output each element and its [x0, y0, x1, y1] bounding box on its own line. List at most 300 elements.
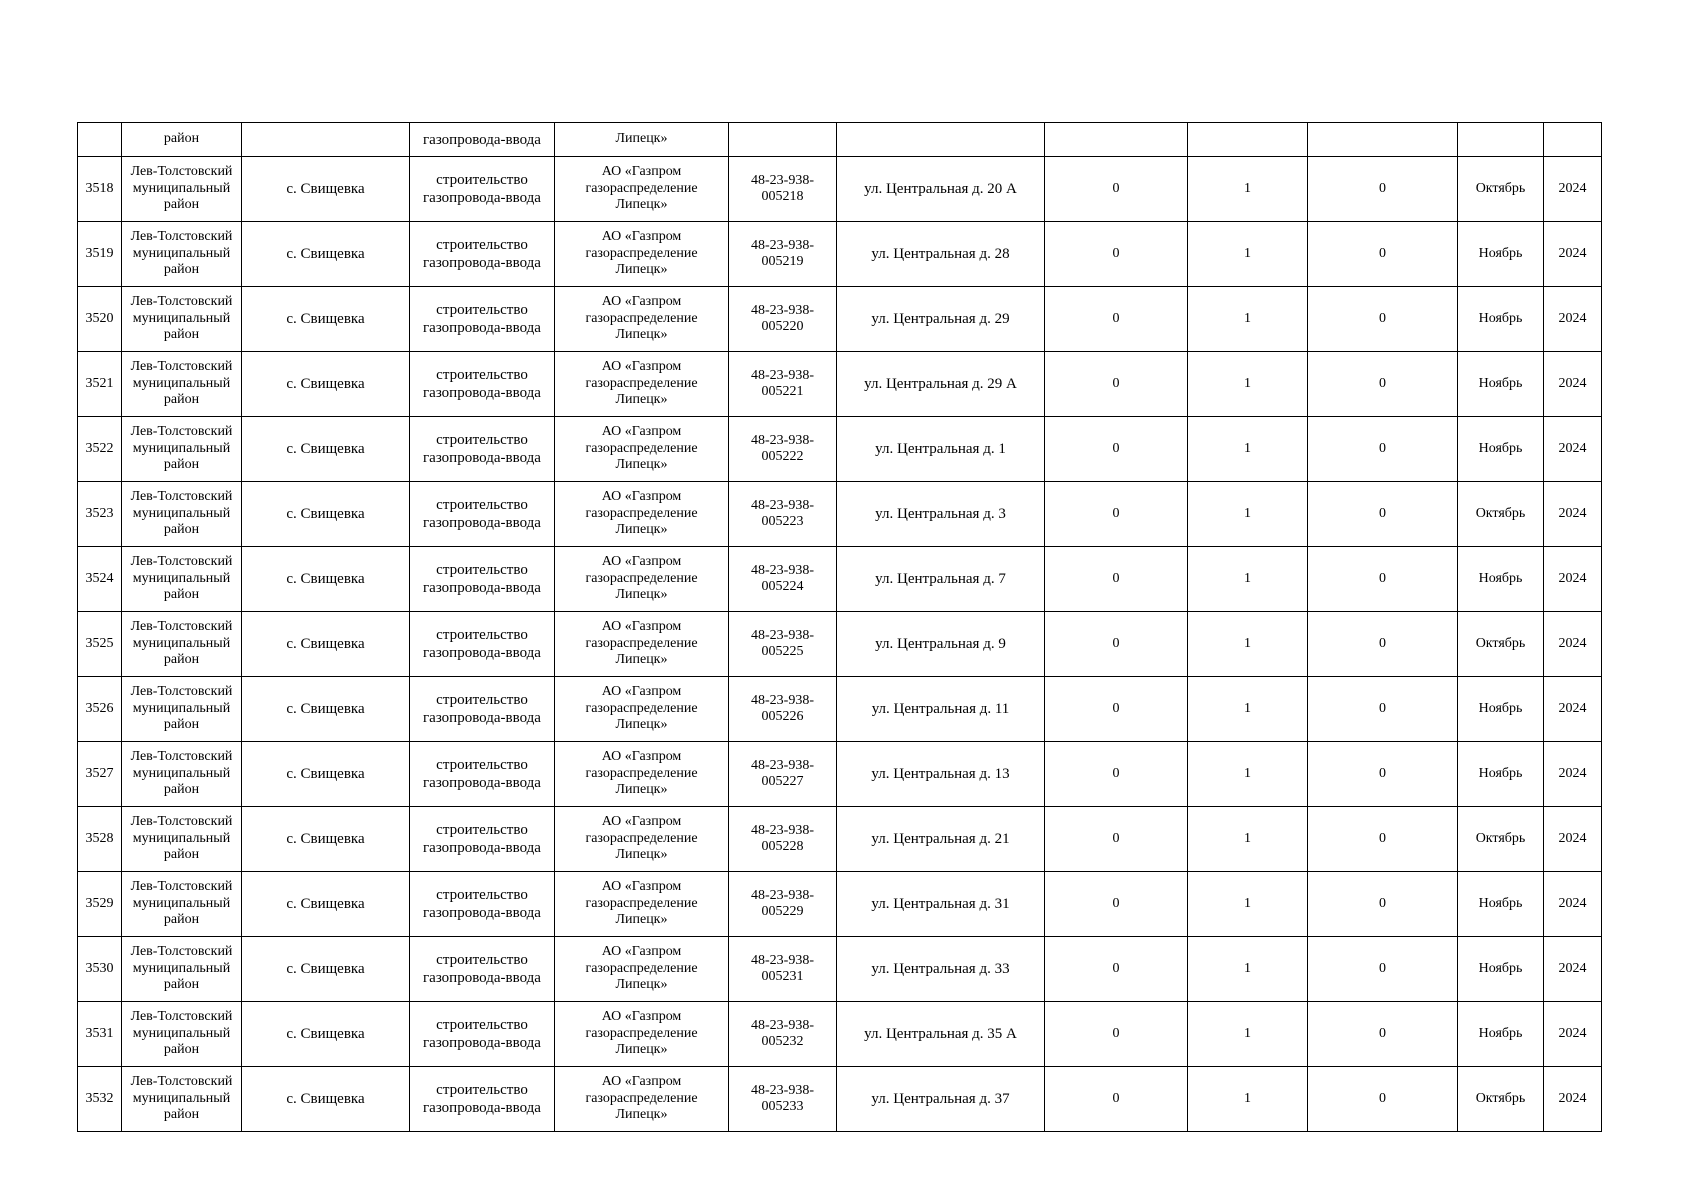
cell-value-3: 0 [1308, 482, 1458, 547]
cell-work-type-line: строительство [436, 172, 528, 188]
cell-year: 2024 [1544, 612, 1602, 677]
cell-number: 3525 [78, 612, 122, 677]
cell-value-2: 1 [1188, 157, 1308, 222]
cell-code-line: 48-23-938- [751, 237, 814, 253]
cell-value-1: 0 [1045, 1067, 1188, 1132]
cell-value-3: 0 [1308, 222, 1458, 287]
cell-organization-line: Липецк» [615, 1107, 668, 1123]
table-row [78, 352, 1602, 417]
cell-work-type [410, 677, 555, 742]
cell-work-type-line: газопровода-ввода [423, 450, 541, 466]
cell-value-3: 0 [1308, 287, 1458, 352]
cell-code [729, 872, 837, 937]
cell-address: ул. Центральная д. 20 А [837, 157, 1045, 222]
cell-organization-line: АО «Газпром [601, 229, 682, 245]
cell-district-line: Лев-Толстовский [130, 814, 233, 830]
cell-organization-line: Липецк» [615, 912, 668, 928]
cell-number: 3530 [78, 937, 122, 1002]
cell-value-3: 0 [1308, 417, 1458, 482]
cell-month: Ноябрь [1458, 872, 1544, 937]
cell-organization-line: АО «Газпром [601, 619, 682, 635]
cell-work-type [410, 612, 555, 677]
cell-code-line: 005220 [761, 319, 804, 334]
cell-organization-line: газораспределение [585, 1090, 698, 1106]
cell-organization [555, 547, 729, 612]
table-row [78, 547, 1602, 612]
cell-address: ул. Центральная д. 29 [837, 287, 1045, 352]
cell-district-line: район [163, 262, 200, 278]
cell-address: ул. Центральная д. 21 [837, 807, 1045, 872]
cell-code-line: 005227 [761, 774, 804, 789]
cell-organization [555, 222, 729, 287]
cell-work-type-line: газопровода-ввода [423, 385, 541, 401]
cell-settlement: с. Свищевка [242, 677, 410, 742]
cell-code-line: 48-23-938- [751, 952, 814, 968]
cell-address: ул. Центральная д. 35 А [837, 1002, 1045, 1067]
cell-month: Ноябрь [1458, 937, 1544, 1002]
cell-work-type-line: газопровода-ввода [423, 1100, 541, 1116]
cell-organization-line: АО «Газпром [601, 1009, 682, 1025]
cell-code-line: 005231 [761, 969, 804, 984]
cell-organization-line: газораспределение [585, 570, 698, 586]
cell-work-type [410, 287, 555, 352]
cell-month: Ноябрь [1458, 547, 1544, 612]
cell-value-3 [1308, 123, 1458, 157]
cell-district-line: район [163, 392, 200, 408]
cell-organization-line: АО «Газпром [601, 294, 682, 310]
cell-address: ул. Центральная д. 37 [837, 1067, 1045, 1132]
cell-number: 3523 [78, 482, 122, 547]
cell-work-type-line: строительство [436, 237, 528, 253]
cell-code-line: 48-23-938- [751, 367, 814, 383]
cell-work-type [410, 417, 555, 482]
cell-month: Октябрь [1458, 482, 1544, 547]
cell-organization-line: Липецк» [615, 327, 668, 343]
cell-value-2: 1 [1188, 937, 1308, 1002]
cell-month: Ноябрь [1458, 352, 1544, 417]
cell-organization-line: газораспределение [585, 700, 698, 716]
cell-code-line: 48-23-938- [751, 757, 814, 773]
cell-organization-line: АО «Газпром [601, 164, 682, 180]
cell-work-type-line: строительство [436, 1017, 528, 1033]
cell-organization-line: газораспределение [585, 180, 698, 196]
cell-settlement: с. Свищевка [242, 222, 410, 287]
cell-district-line: муниципальный [132, 245, 231, 261]
cell-organization-line: АО «Газпром [601, 1074, 682, 1090]
cell-district-line: муниципальный [132, 180, 231, 196]
cell-work-type-line: строительство [436, 757, 528, 773]
cell-month: Октябрь [1458, 612, 1544, 677]
cell-district-line: Лев-Толстовский [130, 294, 233, 310]
cell-work-type-line: строительство [436, 692, 528, 708]
cell-work-type-line: строительство [436, 562, 528, 578]
cell-year: 2024 [1544, 417, 1602, 482]
cell-code-line: 48-23-938- [751, 302, 814, 318]
cell-settlement: с. Свищевка [242, 937, 410, 1002]
cell-code-line: 48-23-938- [751, 497, 814, 513]
cell-year: 2024 [1544, 287, 1602, 352]
cell-organization-line: АО «Газпром [601, 359, 682, 375]
cell-code [729, 352, 837, 417]
cell-work-type [410, 547, 555, 612]
cell-year: 2024 [1544, 807, 1602, 872]
table-row [78, 482, 1602, 547]
cell-work-type-line: газопровода-ввода [423, 905, 541, 921]
cell-month: Ноябрь [1458, 1002, 1544, 1067]
cell-district-line: Лев-Толстовский [130, 944, 233, 960]
cell-organization-line: Липецк» [615, 977, 668, 993]
cell-value-3: 0 [1308, 742, 1458, 807]
cell-year: 2024 [1544, 482, 1602, 547]
cell-year: 2024 [1544, 1002, 1602, 1067]
cell-value-2: 1 [1188, 547, 1308, 612]
cell-organization [555, 417, 729, 482]
cell-organization-line: Липецк» [615, 262, 668, 278]
cell-district-line: район [163, 847, 200, 863]
cell-code-line: 005219 [761, 254, 804, 269]
cell-value-3: 0 [1308, 677, 1458, 742]
table-row [78, 222, 1602, 287]
table-body [78, 123, 1602, 1132]
cell-district-line: муниципальный [132, 765, 231, 781]
cell-month: Ноябрь [1458, 417, 1544, 482]
cell-address [837, 123, 1045, 157]
cell-settlement: с. Свищевка [242, 1067, 410, 1132]
cell-code [729, 677, 837, 742]
cell-organization-line: АО «Газпром [601, 554, 682, 570]
cell-code [729, 1067, 837, 1132]
cell-year [1544, 123, 1602, 157]
cell-settlement: с. Свищевка [242, 482, 410, 547]
cell-value-1: 0 [1045, 872, 1188, 937]
cell-code [729, 807, 837, 872]
table-row [78, 807, 1602, 872]
cell-value-3: 0 [1308, 1002, 1458, 1067]
cell-work-type-line: строительство [436, 822, 528, 838]
cell-settlement: с. Свищевка [242, 807, 410, 872]
cell-district-line: район [163, 717, 200, 733]
cell-code-line: 48-23-938- [751, 692, 814, 708]
cell-settlement: с. Свищевка [242, 1002, 410, 1067]
cell-work-type-line: газопровода-ввода [423, 1035, 541, 1051]
cell-organization [555, 677, 729, 742]
cell-district [122, 287, 242, 352]
cell-district-line: муниципальный [132, 960, 231, 976]
cell-code-line: 48-23-938- [751, 822, 814, 838]
cell-district-line: муниципальный [132, 830, 231, 846]
cell-district-line: Лев-Толстовский [130, 619, 233, 635]
cell-work-type-line: строительство [436, 367, 528, 383]
cell-work-type [410, 742, 555, 807]
cell-settlement: с. Свищевка [242, 287, 410, 352]
table-row [78, 287, 1602, 352]
cell-district-line: район [163, 522, 200, 538]
cell-work-type-line: газопровода-ввода [423, 840, 541, 856]
cell-organization [555, 807, 729, 872]
cell-code [729, 1002, 837, 1067]
cell-district-line: муниципальный [132, 635, 231, 651]
table-row [78, 872, 1602, 937]
table-row-continuation [78, 123, 1602, 157]
cell-work-type-line: строительство [436, 432, 528, 448]
cell-organization [555, 872, 729, 937]
cell-district-line: район [163, 457, 200, 473]
cell-value-1: 0 [1045, 157, 1188, 222]
cell-organization-line: газораспределение [585, 765, 698, 781]
cell-district [122, 417, 242, 482]
cell-organization-line: АО «Газпром [601, 944, 682, 960]
cell-value-3: 0 [1308, 157, 1458, 222]
cell-organization [555, 482, 729, 547]
cell-settlement [242, 123, 410, 157]
cell-code [729, 937, 837, 1002]
cell-work-type-line: строительство [436, 952, 528, 968]
cell-work-type [410, 807, 555, 872]
cell-district-line: район [163, 652, 200, 668]
cell-value-2: 1 [1188, 872, 1308, 937]
cell-work-type-line: строительство [436, 887, 528, 903]
cell-district-line: Лев-Толстовский [130, 554, 233, 570]
cell-district-line: Лев-Толстовский [130, 359, 233, 375]
cell-district [122, 742, 242, 807]
cell-address: ул. Центральная д. 13 [837, 742, 1045, 807]
cell-address: ул. Центральная д. 9 [837, 612, 1045, 677]
cell-code [729, 287, 837, 352]
cell-work-type [410, 872, 555, 937]
cell-address: ул. Центральная д. 7 [837, 547, 1045, 612]
cell-value-3: 0 [1308, 807, 1458, 872]
cell-organization [555, 742, 729, 807]
cell-district-line: муниципальный [132, 505, 231, 521]
cell-work-type-line: газопровода-ввода [423, 320, 541, 336]
cell-organization-line: АО «Газпром [601, 879, 682, 895]
gasification-schedule-table [77, 122, 1602, 1132]
cell-work-type [410, 352, 555, 417]
cell-work-type [410, 1067, 555, 1132]
cell-work-type-line: строительство [436, 302, 528, 318]
cell-value-1: 0 [1045, 547, 1188, 612]
cell-district-line: Лев-Толстовский [130, 229, 233, 245]
cell-value-2 [1188, 123, 1308, 157]
cell-code-line: 005228 [761, 839, 804, 854]
cell-organization-line: АО «Газпром [601, 424, 682, 440]
cell-organization [555, 287, 729, 352]
cell-month: Октябрь [1458, 157, 1544, 222]
cell-district-line: Лев-Толстовский [130, 1009, 233, 1025]
cell-organization-line: Липецк» [615, 717, 668, 733]
cell-value-2: 1 [1188, 807, 1308, 872]
cell-district-line: муниципальный [132, 440, 231, 456]
cell-district [122, 352, 242, 417]
cell-month: Ноябрь [1458, 677, 1544, 742]
cell-code-line: 005229 [761, 904, 804, 919]
cell-month: Ноябрь [1458, 222, 1544, 287]
cell-code [729, 417, 837, 482]
cell-code-line: 005225 [761, 644, 804, 659]
cell-district-line: район [163, 1107, 200, 1123]
cell-value-2: 1 [1188, 742, 1308, 807]
cell-district-line: район [163, 587, 200, 603]
cell-month: Ноябрь [1458, 287, 1544, 352]
cell-work-type-line: строительство [436, 627, 528, 643]
cell-organization [555, 937, 729, 1002]
cell-code-line: 005223 [761, 514, 804, 529]
cell-code [729, 742, 837, 807]
table-row [78, 937, 1602, 1002]
cell-code [729, 123, 837, 157]
cell-value-1 [1045, 123, 1188, 157]
cell-organization-line: газораспределение [585, 960, 698, 976]
cell-settlement: с. Свищевка [242, 417, 410, 482]
cell-district [122, 612, 242, 677]
cell-value-3: 0 [1308, 612, 1458, 677]
cell-value-1: 0 [1045, 937, 1188, 1002]
cell-district-line: муниципальный [132, 700, 231, 716]
cell-organization-line: газораспределение [585, 895, 698, 911]
cell-district [122, 1002, 242, 1067]
cell-district-line: район [163, 197, 200, 213]
cell-organization-line: Липецк» [615, 652, 668, 668]
cell-organization-line: газораспределение [585, 635, 698, 651]
cell-organization-line: АО «Газпром [601, 814, 682, 830]
table-row [78, 612, 1602, 677]
cell-work-type [410, 157, 555, 222]
cell-settlement: с. Свищевка [242, 547, 410, 612]
cell-organization-line: Липецк» [615, 1042, 668, 1058]
cell-district-line: район [163, 782, 200, 798]
table-row [78, 1002, 1602, 1067]
table-row [78, 742, 1602, 807]
cell-settlement: с. Свищевка [242, 612, 410, 677]
cell-district [122, 547, 242, 612]
cell-district-line: муниципальный [132, 310, 231, 326]
cell-value-1: 0 [1045, 352, 1188, 417]
cell-year: 2024 [1544, 937, 1602, 1002]
cell-settlement: с. Свищевка [242, 872, 410, 937]
cell-district [122, 157, 242, 222]
cell-work-type [410, 1002, 555, 1067]
cell-number: 3532 [78, 1067, 122, 1132]
cell-number: 3527 [78, 742, 122, 807]
cell-value-1: 0 [1045, 1002, 1188, 1067]
table-row [78, 677, 1602, 742]
cell-value-2: 1 [1188, 1002, 1308, 1067]
cell-work-type [410, 482, 555, 547]
cell-work-type-line: газопровода-ввода [423, 580, 541, 596]
cell-district-line: Лев-Толстовский [130, 489, 233, 505]
cell-number: 3522 [78, 417, 122, 482]
table-row [78, 157, 1602, 222]
cell-district-line: муниципальный [132, 1090, 231, 1106]
table-row [78, 1067, 1602, 1132]
cell-district-line: район [163, 327, 200, 343]
cell-value-2: 1 [1188, 1067, 1308, 1132]
cell-district [122, 677, 242, 742]
cell-district-line: Лев-Толстовский [130, 164, 233, 180]
cell-year: 2024 [1544, 352, 1602, 417]
cell-organization-line: газораспределение [585, 440, 698, 456]
cell-organization-line: газораспределение [585, 310, 698, 326]
cell-address: ул. Центральная д. 28 [837, 222, 1045, 287]
cell-address: ул. Центральная д. 1 [837, 417, 1045, 482]
cell-code-line: 005222 [761, 449, 804, 464]
cell-work-type-line: газопровода-ввода [423, 190, 541, 206]
cell-work-type-line: строительство [436, 497, 528, 513]
cell-organization [555, 157, 729, 222]
cell-district-line: муниципальный [132, 1025, 231, 1041]
cell-code [729, 482, 837, 547]
cell-code-line: 48-23-938- [751, 627, 814, 643]
cell-district [122, 807, 242, 872]
cell-value-3: 0 [1308, 1067, 1458, 1132]
cell-organization-line: АО «Газпром [601, 684, 682, 700]
cell-district-line: Лев-Толстовский [130, 879, 233, 895]
cell-month [1458, 123, 1544, 157]
cell-district-line: Лев-Толстовский [130, 424, 233, 440]
cell-code-line: 48-23-938- [751, 562, 814, 578]
cell-value-1: 0 [1045, 482, 1188, 547]
cell-district [122, 482, 242, 547]
cell-district [122, 937, 242, 1002]
cell-month: Октябрь [1458, 1067, 1544, 1132]
cell-district-line: Лев-Толстовский [130, 749, 233, 765]
cell-code-line: 005218 [761, 189, 804, 204]
cell-district-line: район [163, 912, 200, 928]
cell-work-type-line: строительство [436, 1082, 528, 1098]
cell-value-2: 1 [1188, 417, 1308, 482]
cell-work-type-line: газопровода-ввода [423, 710, 541, 726]
cell-address: ул. Центральная д. 3 [837, 482, 1045, 547]
cell-year: 2024 [1544, 1067, 1602, 1132]
cell-value-2: 1 [1188, 677, 1308, 742]
cell-year: 2024 [1544, 222, 1602, 287]
cell-value-1: 0 [1045, 677, 1188, 742]
cell-code-line: 005226 [761, 709, 804, 724]
cell-number: 3521 [78, 352, 122, 417]
cell-district-line: муниципальный [132, 570, 231, 586]
cell-organization-line: газораспределение [585, 1025, 698, 1041]
cell-value-3: 0 [1308, 352, 1458, 417]
cell-work-type [410, 222, 555, 287]
cell-address: ул. Центральная д. 11 [837, 677, 1045, 742]
cell-value-3: 0 [1308, 872, 1458, 937]
cell-code [729, 157, 837, 222]
cell-work-type-line: газопровода-ввода [423, 255, 541, 271]
cell-organization-line: Липецк» [615, 457, 668, 473]
cell-organization-line: Липецк» [615, 197, 668, 213]
cell-code-line: 005233 [761, 1099, 804, 1114]
cell-value-1: 0 [1045, 807, 1188, 872]
cell-organization-line: Липецк» [615, 392, 668, 408]
cell-organization-line: Липецк» [615, 847, 668, 863]
cell-district-line: район [163, 1042, 200, 1058]
cell-organization-line: Липецк» [615, 522, 668, 538]
cell-work-type-line: газопровода-ввода [423, 645, 541, 661]
cell-year: 2024 [1544, 547, 1602, 612]
cell-code-line: 005224 [761, 579, 804, 594]
cell-organization-line: газораспределение [585, 505, 698, 521]
cell-address: ул. Центральная д. 31 [837, 872, 1045, 937]
cell-organization [555, 1002, 729, 1067]
cell-code [729, 222, 837, 287]
cell-organization-line: газораспределение [585, 830, 698, 846]
cell-district-line: муниципальный [132, 895, 231, 911]
cell-value-2: 1 [1188, 482, 1308, 547]
cell-district: район [122, 123, 242, 157]
cell-work-type-line: газопровода-ввода [423, 775, 541, 791]
cell-district [122, 1067, 242, 1132]
cell-work-type-line: газопровода-ввода [423, 970, 541, 986]
